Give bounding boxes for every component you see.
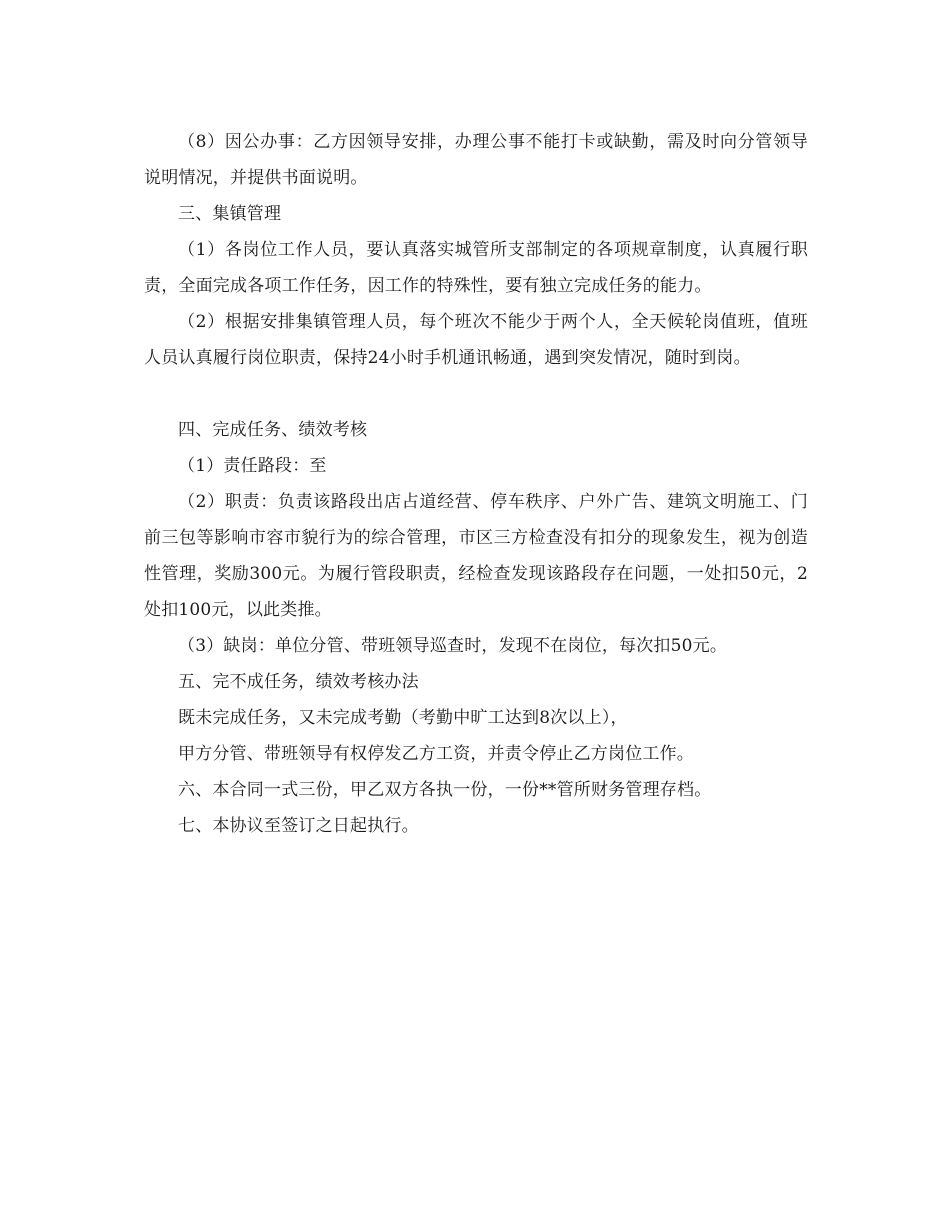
clause-duty-shifts: （2）根据安排集镇管理人员，每个班次不能少于两个人，全天候轮岗值班，值班人员认真履行岗位职责，保持24小时手机通讯畅通，遇到突发情况，随时到岗。 xyxy=(144,312,808,368)
item-effective-date: 七、本协议至签订之日起执行。 xyxy=(178,816,419,836)
section-heading-failure-assessment: 五、完不成任务，绩效考核办法 xyxy=(178,672,419,692)
section-heading-performance: 四、完成任务、绩效考核 xyxy=(178,420,368,440)
clause-responsible-road: （1）责任路段：至 xyxy=(178,456,327,476)
clause-failure-penalty: 甲方分管、带班领导有权停发乙方工资，并责令停止乙方岗位工作。 xyxy=(178,744,694,764)
clause-responsibilities: （2）职责：负责该路段出店占道经营、停车秩序、户外广告、建筑文明施工、门前三包等影响市容市貌行为的综合管理，市区三方检查没有扣分的现象发生，视为创造性管理，奖励300元。为履行管段职责，经检查发现该路段存在问题，一处扣50元，2处扣100元，以此类推。 xyxy=(144,492,808,620)
clause-8-official-business: （8）因公办事：乙方因领导安排，办理公事不能打卡或缺勤，需及时向分管领导说明情况，并提供书面说明。 xyxy=(144,132,808,188)
clause-failure-condition: 既未完成任务，又未完成考勤（考勤中旷工达到8次以上）， xyxy=(178,708,628,728)
clause-staff-duties: （1）各岗位工作人员，要认真落实城管所支部制定的各项规章制度，认真履行职责，全面完成各项工作任务，因工作的特殊性，要有独立完成任务的能力。 xyxy=(144,240,808,296)
clause-absence: （3）缺岗：单位分管、带班领导巡查时，发现不在岗位，每次扣50元。 xyxy=(178,636,728,656)
item-copies: 六、本合同一式三份，甲乙双方各执一份，一份**管所财务管理存档。 xyxy=(178,780,712,800)
section-heading-town-management: 三、集镇管理 xyxy=(178,204,282,224)
